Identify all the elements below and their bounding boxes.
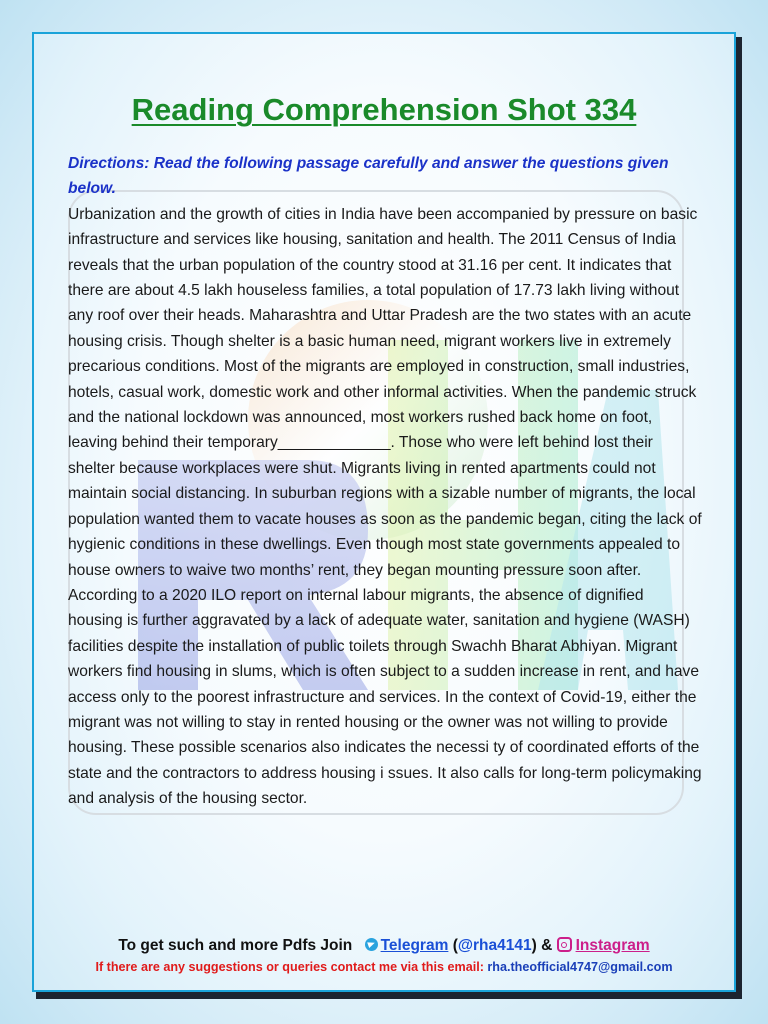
join-text: To get such and more Pdfs Join [118, 937, 353, 954]
footer-contact-line [0, 960, 768, 974]
handle-close: ) [531, 937, 537, 954]
contact-text: If there are any suggestions or queries contact me via this email: [95, 960, 484, 974]
telegram-icon[interactable] [365, 938, 378, 951]
handle-open: ( [452, 937, 458, 954]
footer-join-line [0, 937, 768, 955]
ampersand: & [541, 937, 553, 954]
telegram-link[interactable]: Telegram [380, 937, 449, 954]
instagram-icon[interactable] [557, 937, 572, 952]
contact-email[interactable]: rha.theofficial4747@gmail.com [487, 960, 673, 974]
page-title: Reading Comprehension Shot 334 [131, 92, 637, 127]
directions-text: Directions: Read the following passage carefully and answer the questions given below. [68, 155, 669, 198]
telegram-handle[interactable]: @rha4141 [457, 937, 532, 954]
passage-container [68, 151, 702, 812]
instagram-link[interactable]: Instagram [575, 937, 650, 954]
passage-text: Urbanization and the growth of cities in India have been accompanied by pressure on basic infrastructure and services like housing, sanitation and health. The 2011 Census of India reveals that the urban population of the country stood at 31.16 per cent. It indicates that there are about 4.5 lakh houseless families, a total population of 17.73 lakh living without any roof over their heads. Maharashtra and Uttar Pradesh are the two states with an acute housing crisis. Though shelter is a basic human need, migrant workers live in extremely precarious conditions. Most of the migrants are employed in construction, small industries, hotels, casual work, domestic work and other informal activities. When the pandemic struck and the national lockdown was announced, most workers rushed back home on foot, leaving behind their temporary_____________. Those who were left behind lost their shelter because workplaces were shut. Migrants living in rented apartments could not maintain social distancing. In suburban regions with a sizable number of migrants, the local population wanted them to vacate houses as soon as the pandemic began, citing the lack of hygienic conditions in these dwellings. Even though most state governments appealed to house owners to waive two months’ rent, they began mounting pressure soon after. According to a 2020 ILO report on internal labour migrants, the absence of dignified housing is further aggravated by a lack of adequate water, sanitation and hygiene (WASH) facilities despite the installation of public toilets through Swachh Bharat Abhiyan. Migrant workers find housing in slums, which is often subject to a sudden increase in rent, and have access only to the poorest infrastructure and services. In the context of Covid-19, either the migrant was not willing to stay in rented housing or the owner was not willing to provide housing. These possible scenarios also indicates the necessi ty of coordinated efforts of the state and the contractors to address housing i ssues. It also calls for long-term policymaking and analysis of the housing sector. [68, 205, 702, 808]
